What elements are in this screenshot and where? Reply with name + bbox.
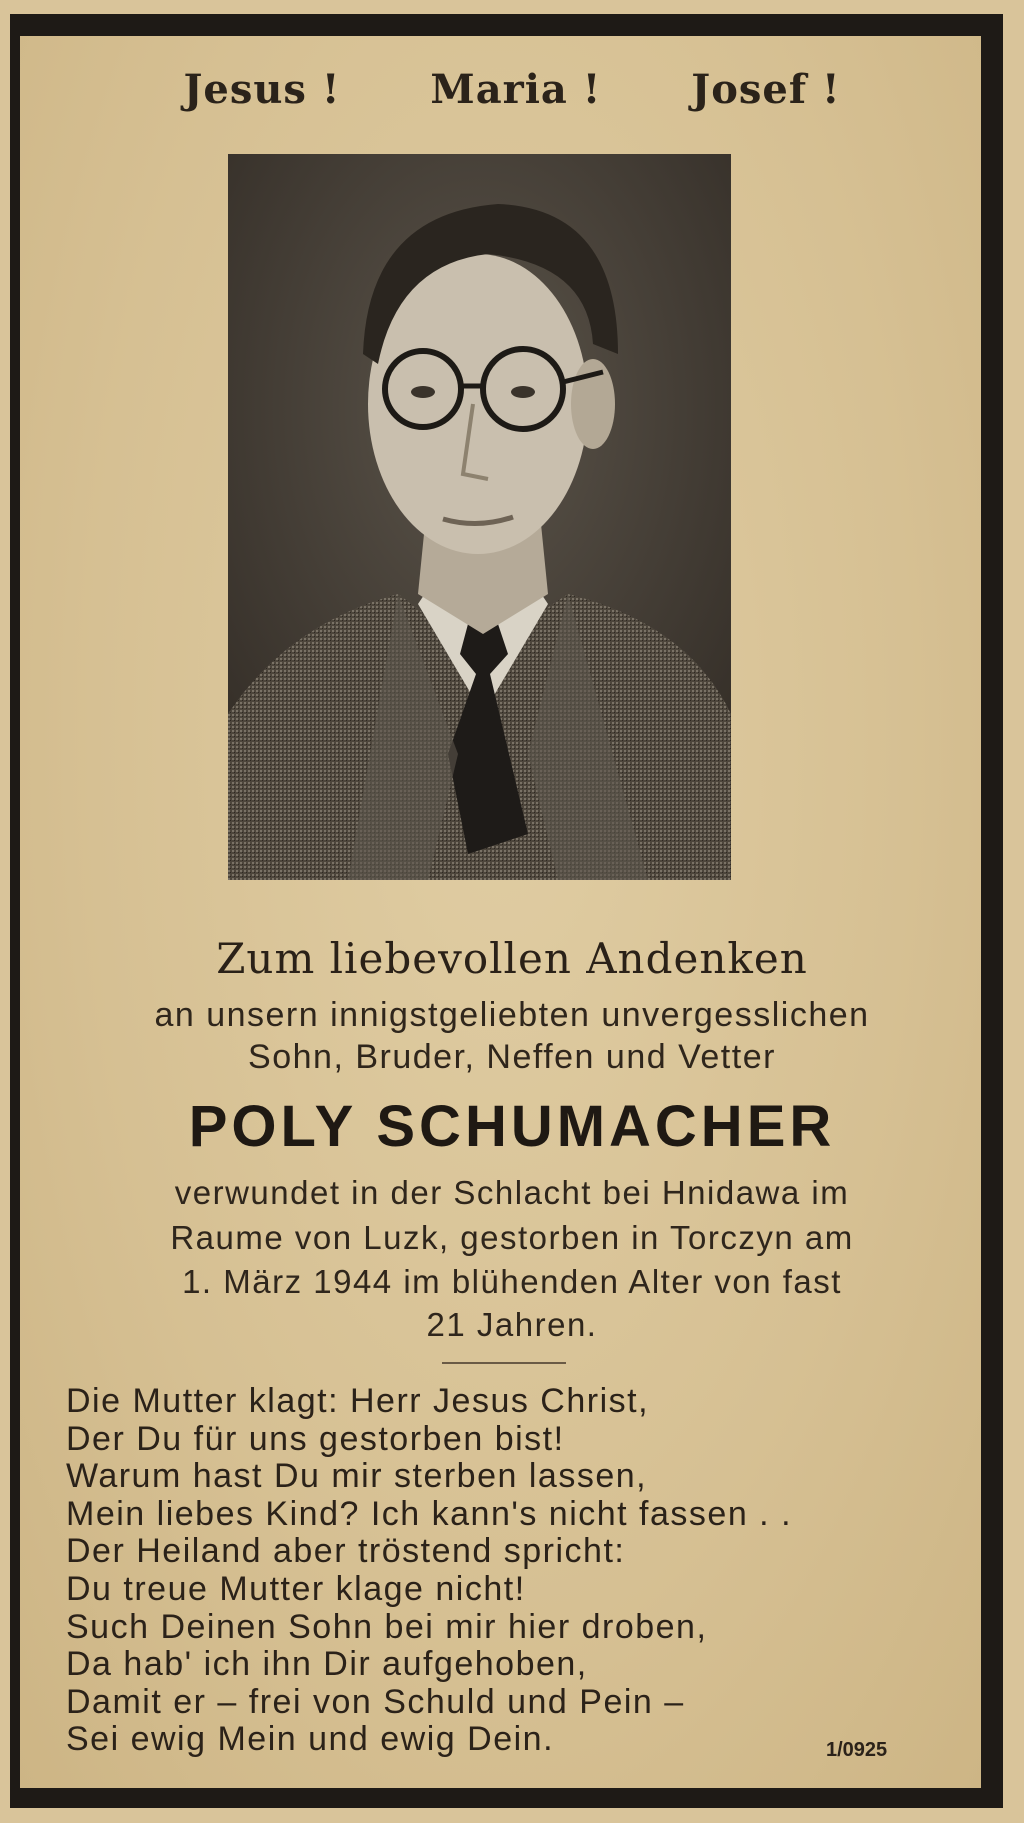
print-code: 1/0925 [826,1739,888,1761]
description-line-4: 21 Jahren. [426,1306,598,1343]
poem-line: Warum hast Du mir sterben lassen, [66,1457,648,1496]
invocation-josef: Josef ! [691,66,841,113]
deceased-name: POLY SCHUMACHER [188,1094,836,1159]
poem-line: Die Mutter klagt: Herr Jesus Christ, [66,1382,650,1420]
poem-line: Damit er – frei von Schuld und Pein – [66,1682,685,1721]
poem-line: Der Du für uns gestorben bist! [66,1419,565,1458]
poem-line: Du treue Mutter klage nicht! [66,1569,526,1608]
description-line-1: verwundet in der Schlacht bei Hnidawa im [174,1174,850,1211]
portrait-icon [228,154,731,880]
poem-line: Sei ewig Mein und ewig Dein. [66,1720,555,1759]
description-line-3: 1. März 1944 im blühenden Alter von fast [182,1263,842,1300]
description-line-2: Raume von Luzk, gestorben in Torczyn am [170,1219,854,1256]
invocation-jesus: Jesus ! [183,66,341,113]
dedication-line-1: an unsern innigstgeliebten unvergesslichen [154,996,870,1034]
divider-rule [442,1362,566,1364]
poem [66,1383,946,1759]
poem-line: Da hab' ich ihn Dir aufgehoben, [66,1645,588,1684]
memorial-heading: Zum liebevollen Andenken [216,934,808,983]
poem-line: Mein liebes Kind? Ich kann's nicht fassen . . [66,1494,793,1533]
invocation-maria: Maria ! [430,66,602,113]
portrait-photo [228,154,731,880]
poem-line: Such Deinen Sohn bei mir hier droben, [66,1607,708,1646]
dedication-line-2: Sohn, Bruder, Neffen und Vetter [248,1038,776,1076]
invocation [0,66,1024,113]
poem-line: Der Heiland aber tröstend spricht: [66,1532,626,1571]
